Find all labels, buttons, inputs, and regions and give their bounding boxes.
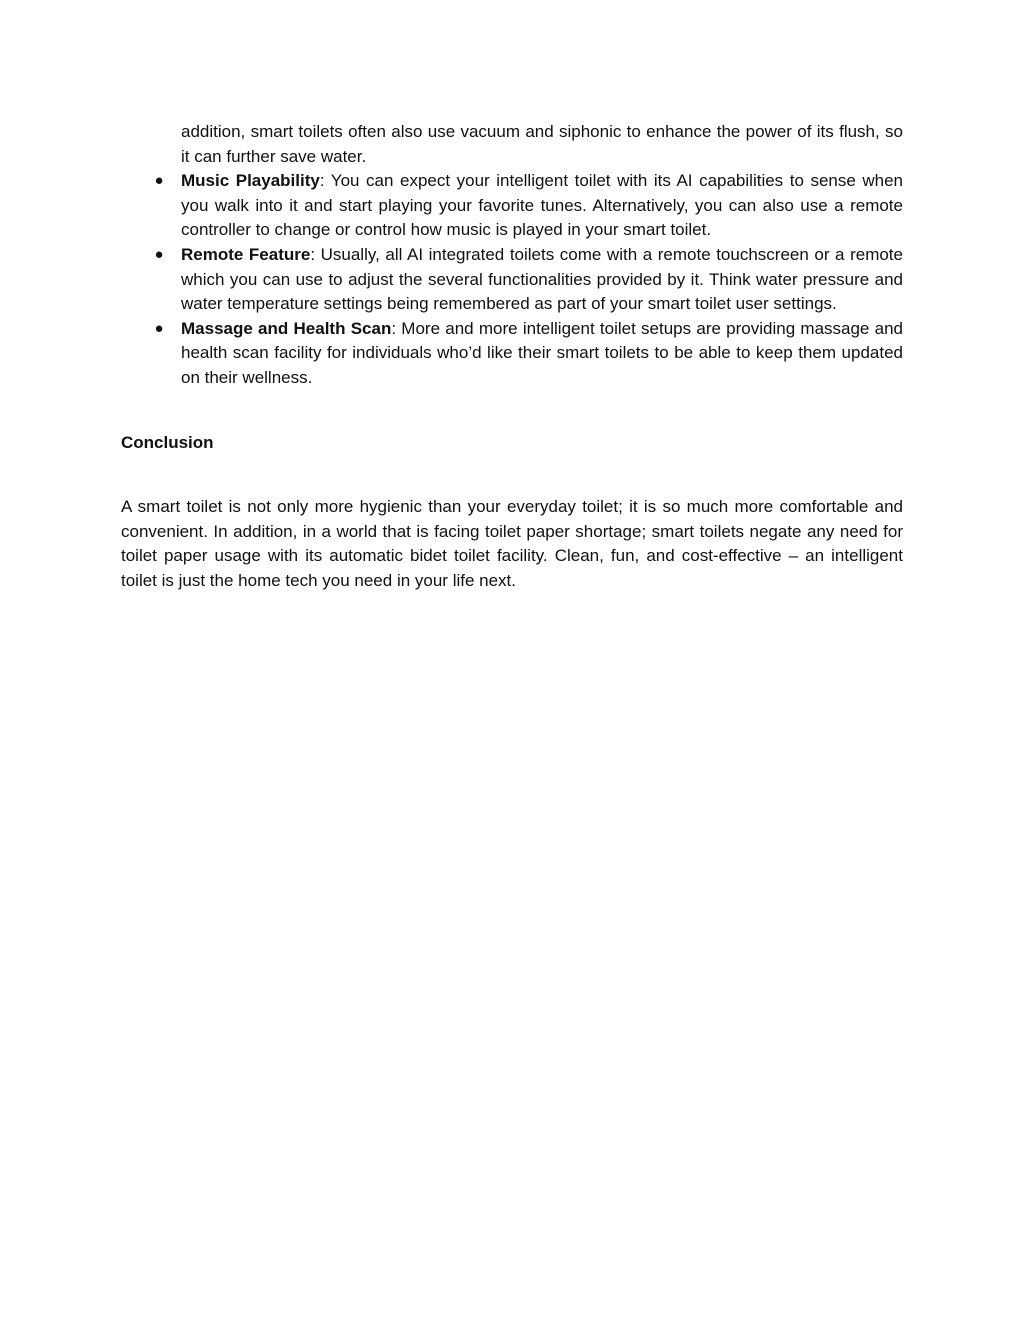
list-item-massage-health-scan	[121, 317, 903, 391]
list-item-music-playability	[121, 169, 903, 243]
conclusion-paragraph: A smart toilet is not only more hygienic than your everyday toilet; it is so much more comfortable and convenient. In addition, in a world that is facing toilet paper shortage; smart toilets negate any need for toilet paper usage with its automatic bidet toilet facility. Clean, fun, and cost-effective – an intelligent toilet is just the home tech you need in your life next.	[121, 497, 903, 590]
bullet-term: Music Playability	[181, 171, 320, 191]
bullet-term: Massage and Health Scan	[181, 318, 392, 338]
conclusion-heading: Conclusion	[121, 432, 214, 452]
bullet-term: Remote Feature	[181, 244, 311, 264]
feature-list	[121, 169, 903, 390]
continued-bullet-text: addition, smart toilets often also use vacuum and siphonic to enhance the power of its flush, so it can further save water.	[181, 122, 903, 166]
bullet-icon: ●	[154, 172, 164, 190]
bullet-text: : You can expect your intelligent toilet with its AI capabilities to sense when you walk into it and start playing your favorite tunes. Alternatively, you can also use a remote controller to change or control how music is played in your smart toilet.	[181, 171, 903, 240]
list-item-remote-feature	[121, 243, 903, 317]
page-content	[121, 120, 903, 594]
bullet-icon: ●	[154, 319, 164, 337]
bullet-icon: ●	[154, 245, 164, 263]
bullet-text: : Usually, all AI integrated toilets come with a remote touchscreen or a remote which you can use to adjust the several functionalities provided by it. Think water pressure and water temperature settings being remembered as part of your smart toilet user settings.	[181, 244, 903, 314]
bullet-text: : More and more intelligent toilet setups are providing massage and health scan facility for individuals who’d like their smart toilets to be able to keep them updated on their wellness.	[181, 318, 903, 387]
